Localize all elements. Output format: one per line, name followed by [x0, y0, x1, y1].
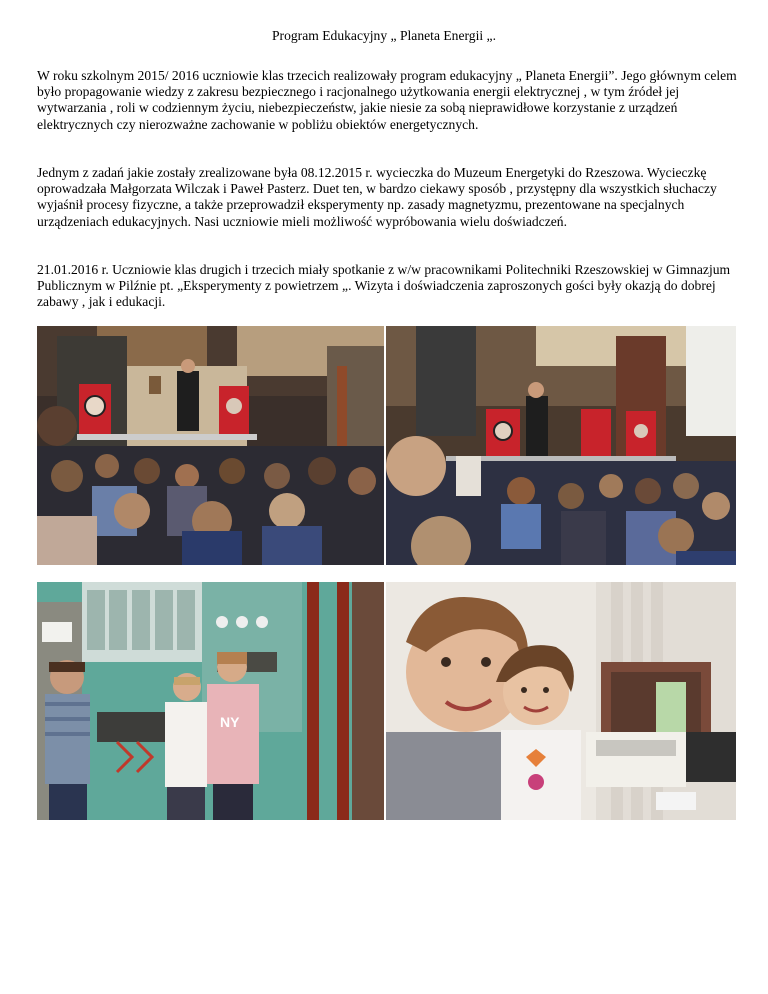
paragraph-program-description: W roku szkolnym 2015/ 2016 uczniowie klas trzecich realizowały program edukacyjny „ Planeta Energii”. Jego głównym celem było propagowanie wiedzy z zakresu bezpiecznego i racjonalnego użytkowania energii elektrycznej , w tym źródeł jej wytwarzania , roli w codziennym życiu, niebezpieczeństw, jakie niesie za sobą nieprawidłowe korzystanie z urządzeń elektrycznych czy nierozważne zachowanie w pobliżu obiektów energetycznych. [37, 68, 737, 132]
paragraph-museum-trip: Jednym z zadań jakie zostały zrealizowane była 08.12.2015 r. wycieczka do Muzeum Energetyki do Rzeszowa. Wycieczkę oprowadzała Małgorzata Wilczak i Paweł Pasterz. Duet ten, w bardzo ciekawy sposób , przystępny dla wszystkich słuchaczy wyjaśnił procesy fizyczne, a także przeprowadził eksperymenty np. zasady magnetyzmu, prezentowane na specjalnych urządzeniach edukacyjnych. Nasi uczniowie mieli możliwość wypróbowania wielu doświadczeń. [37, 165, 717, 229]
photo-children-at-control-panel [37, 582, 384, 820]
document-title: Program Edukacyjny „ Planeta Energii „. [272, 28, 496, 43]
photo-museum-presentation-2 [386, 326, 736, 565]
photo-museum-presentation-1 [37, 326, 384, 565]
sweater-text: NY [220, 714, 240, 730]
photo-girls-with-equipment [386, 582, 736, 820]
paragraph-air-experiments: 21.01.2016 r. Uczniowie klas drugich i trzecich miały spotkanie z w/w pracownikami Politechniki Rzeszowskiej w Gimnazjum Publicznym w Pilźnie pt. „Eksperymenty z powietrzem „. Wizyta i doświadczenia zaproszonych gości były okazją do dobrej zabawy , jak i edukacji. [37, 262, 731, 310]
